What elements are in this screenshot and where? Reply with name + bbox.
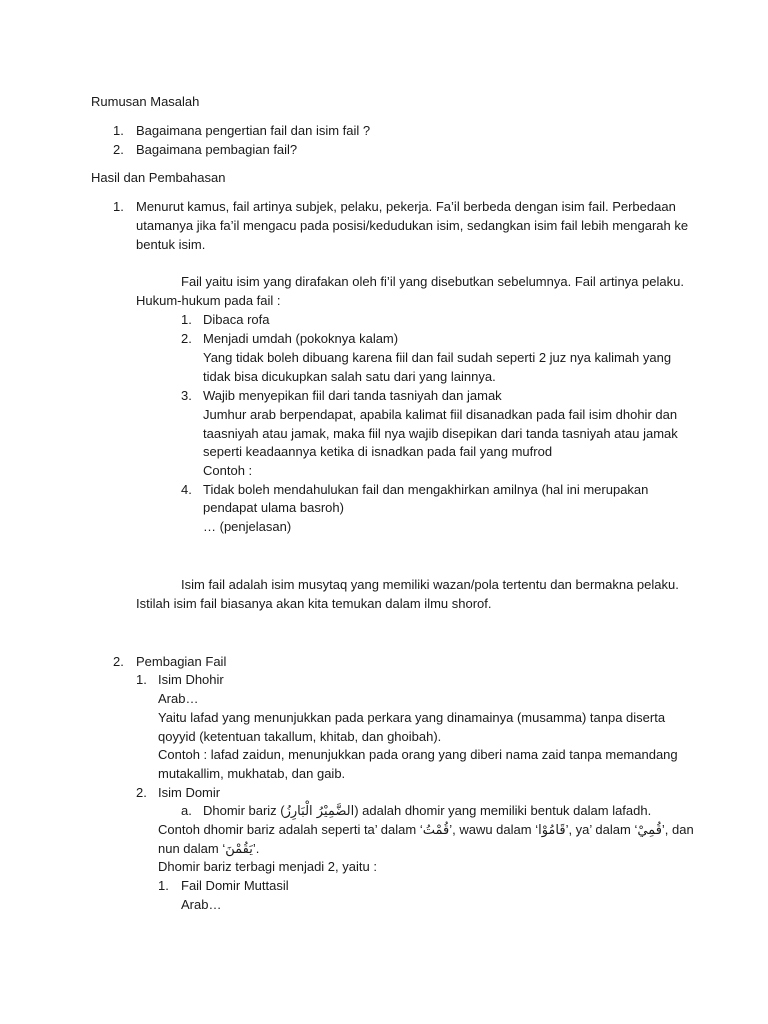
example-arabic: قَامُوْا: [538, 823, 566, 838]
section-1-number: 1.: [113, 199, 124, 214]
rumusan-item-2-text: Bagaimana pembagian fail?: [136, 142, 298, 157]
paragraph-isim-fail-line: Istilah isim fail biasanya akan kita temukan dalam ilmu shorof.: [136, 596, 492, 611]
hukum-line: Yang tidak boleh dibuang karena fiil dan fail sudah seperti 2 juz nya kalimah yang: [203, 350, 672, 365]
paragraph-fail-line: Hukum-hukum pada fail :: [136, 293, 281, 308]
paragraph-isim-fail-line: Isim fail adalah isim musytaq yang memiliki wazan/pola tertentu dan bermakna pelaku.: [181, 577, 679, 592]
example-text: ’, ya’ dalam ‘: [565, 822, 638, 837]
rumusan-item-1-text: Bagaimana pengertian fail dan isim fail ?: [136, 123, 371, 138]
hukum-number: 4.: [181, 482, 192, 497]
hukum-line: Jumhur arab berpendapat, apabila kalimat fiil disanadkan pada fail isim dhohir dan: [203, 407, 678, 422]
isim-dhohir-line: mutakallim, mukhatab, dan gaib.: [158, 766, 346, 781]
hukum-line: Contoh :: [203, 463, 253, 478]
fail-domir-muttasil-title: Fail Domir Muttasil: [181, 878, 289, 893]
hukum-line: seperti keadaannya ketika di isnadkan pada fail yang mufrod: [203, 444, 553, 459]
subsection-isim-domir-title: Isim Domir: [158, 785, 221, 800]
paragraph-fail-line: Fail yaitu isim yang dirafakan oleh fi’il yang disebutkan sebelumnya. Fail artinya pelaku.: [181, 274, 684, 289]
hukum-number: 2.: [181, 331, 192, 346]
rumusan-item-2-number: 2.: [113, 142, 124, 157]
dhomir-bariz-arabic: الضَّمِيْرُ الْبَارِزُ: [284, 804, 355, 819]
section-1-line: bentuk isim.: [136, 237, 206, 252]
rumusan-item-1-number: 1.: [113, 123, 124, 138]
isim-dhohir-line: Arab…: [158, 691, 199, 706]
hukum-line: Menjadi umdah (pokoknya kalam): [203, 331, 399, 346]
dhomir-bariz-text: ) adalah dhomir yang memiliki bentuk dalam lafadh.: [354, 803, 652, 818]
hukum-line: Tidak boleh mendahulukan fail dan mengakhirkan amilnya (hal ini merupakan: [203, 482, 649, 497]
hukum-line: tidak bisa dicukupkan salah satu dari yang lainnya.: [203, 369, 496, 384]
dhomir-bariz-example-line: [158, 840, 259, 859]
subsection-isim-domir-number: 2.: [136, 785, 147, 800]
subsection-isim-dhohir-title: Isim Dhohir: [158, 672, 224, 687]
fail-domir-muttasil-number: 1.: [158, 878, 169, 893]
isim-dhohir-line: Contoh : lafad zaidun, menunjukkan pada orang yang diberi nama zaid tanpa memandang: [158, 747, 678, 762]
example-arabic: يَقُمْنَ: [225, 842, 253, 857]
example-text: ’.: [252, 841, 260, 856]
example-text: ’, dan: [661, 822, 694, 837]
heading-hasil-pembahasan: Hasil dan Pembahasan: [91, 170, 226, 185]
heading-rumusan-masalah: Rumusan Masalah: [91, 94, 200, 109]
example-text: ’, wawu dalam ‘: [449, 822, 539, 837]
dhomir-bariz-example-line: [158, 821, 694, 840]
section-2-title: Pembagian Fail: [136, 654, 227, 669]
dhomir-bariz-label: a.: [181, 803, 192, 818]
hukum-number: 3.: [181, 388, 192, 403]
section-1-line: Menurut kamus, fail artinya subjek, pelaku, pekerja. Fa’il berbeda dengan isim fail. Perbedaan: [136, 199, 676, 214]
isim-dhohir-line: qoyyid (ketentuan takallum, khitab, dan ghoibah).: [158, 729, 442, 744]
hukum-line: … (penjelasan): [203, 519, 292, 534]
hukum-number: 1.: [181, 312, 192, 327]
hukum-line: Wajib menyepikan fiil dari tanda tasniyah dan jamak: [203, 388, 502, 403]
subsection-isim-dhohir-number: 1.: [136, 672, 147, 687]
hukum-line: pendapat ulama basroh): [203, 500, 344, 515]
dhomir-bariz-definition: [203, 802, 651, 821]
hukum-line: Dibaca rofa: [203, 312, 270, 327]
section-2-number: 2.: [113, 654, 124, 669]
example-arabic: قُمِيْ: [637, 823, 662, 838]
example-arabic: قُمْتُ: [422, 823, 450, 838]
example-text: nun dalam ‘: [158, 841, 226, 856]
fail-domir-muttasil-arab: Arab…: [181, 897, 222, 912]
isim-dhohir-line: Yaitu lafad yang menunjukkan pada perkara yang dinamainya (musamma) tanpa diserta: [158, 710, 666, 725]
example-text: Contoh dhomir bariz adalah seperti ta’ dalam ‘: [158, 822, 423, 837]
dhomir-bariz-text: Dhomir bariz (: [203, 803, 285, 818]
section-1-line: utamanya jika fa’il mengacu pada posisi/kedudukan isim, sedangkan isim fail lebih mengarah ke: [136, 218, 689, 233]
dhomir-bariz-division-line: Dhomir bariz terbagi menjadi 2, yaitu :: [158, 859, 377, 874]
hukum-line: taasniyah atau jamak, maka fiil nya wajib disepikan dari tanda tasniyah atau jamak: [203, 426, 678, 441]
